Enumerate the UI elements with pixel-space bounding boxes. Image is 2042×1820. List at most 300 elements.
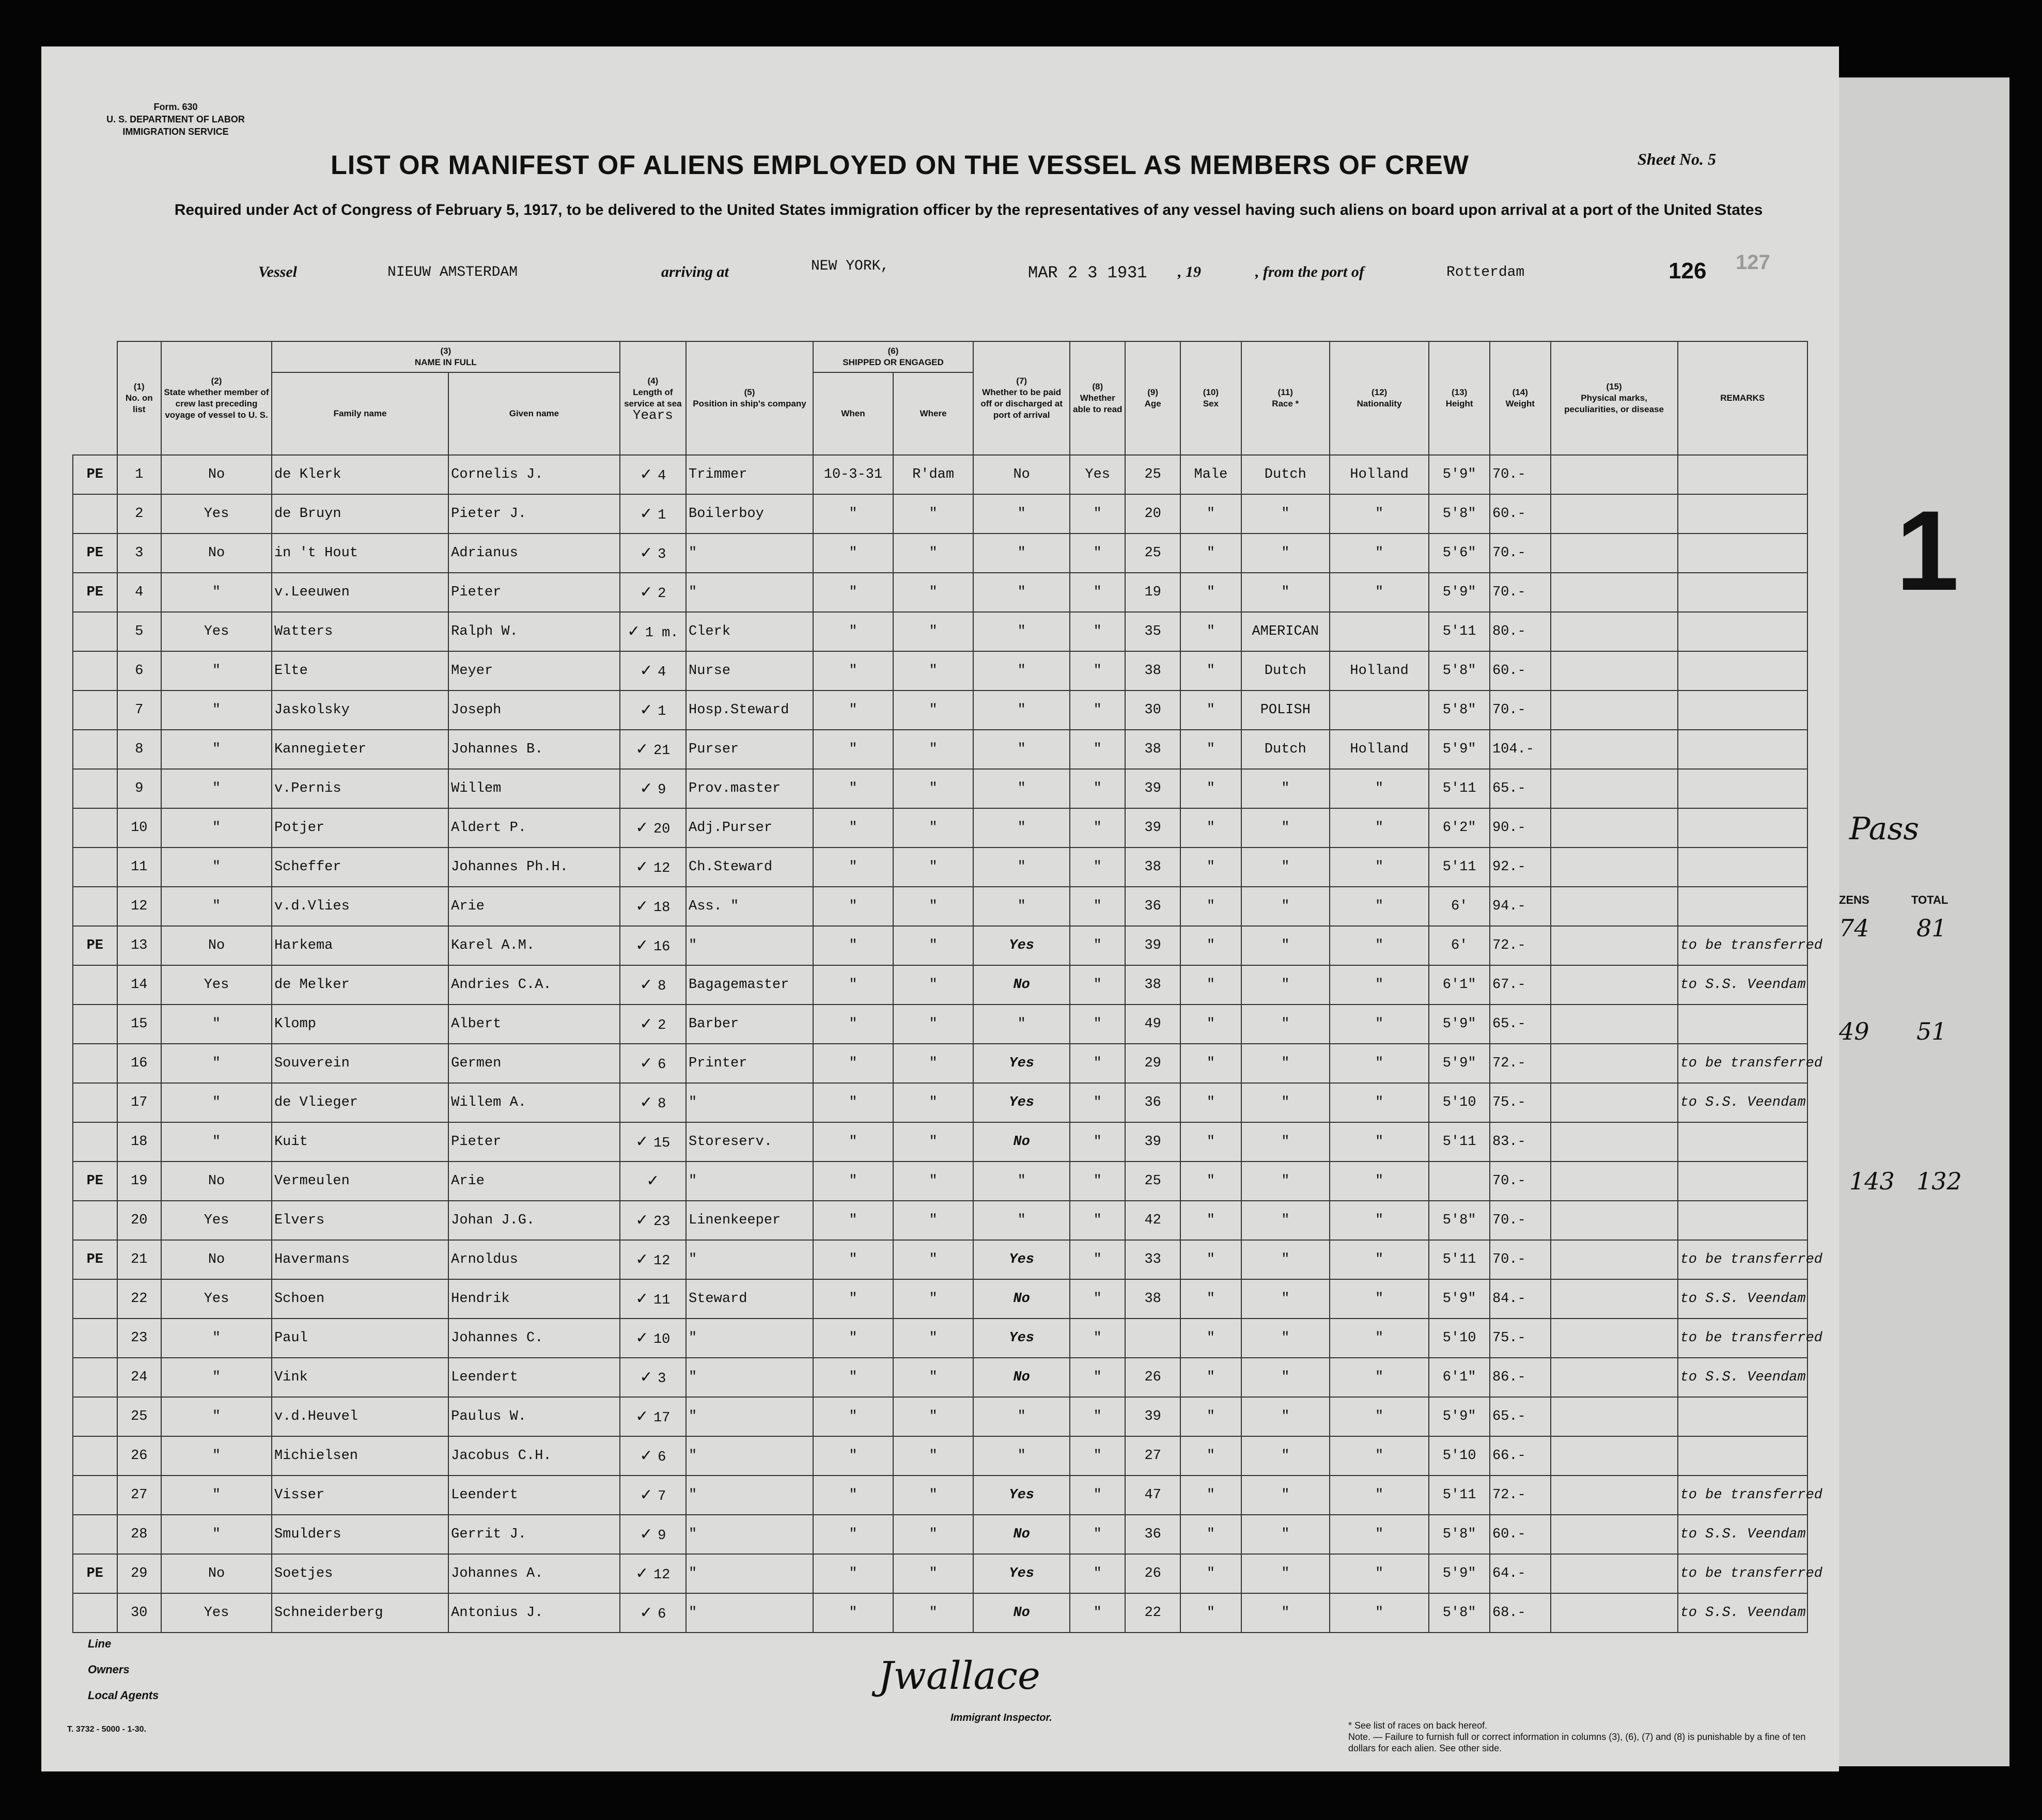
row-race: Dutch [1241,651,1330,691]
row-number: 3 [117,534,162,573]
row-service-years-value: 3 [658,1371,666,1387]
row-paid-off: No [973,1593,1070,1633]
check-mark-icon: ✓ [640,1447,658,1465]
row-position: Bagagemaster [686,965,813,1005]
sheet-label: Sheet No. [1638,150,1704,168]
row-able-to-read: " [1070,651,1125,691]
row-height: 5'10 [1429,1436,1490,1476]
row-given-name: Karel A.M. [448,926,620,965]
row-pe-mark [73,691,117,730]
row-nationality: " [1330,1319,1429,1358]
row-able-to-read: " [1070,926,1125,965]
row-physical-marks [1551,808,1678,848]
row-number: 11 [117,848,162,887]
row-sex: " [1180,1476,1241,1515]
row-shipped-where: " [893,1240,973,1279]
row-remarks [1678,1005,1807,1044]
row-height [1429,1162,1490,1201]
row-service-years-value: 15 [653,1136,671,1151]
col-header-nationality: (12) Nationality [1330,341,1429,455]
row-physical-marks [1551,455,1678,494]
row-position: Trimmer [686,455,813,494]
row-family-name: Elte [272,651,448,691]
row-shipped-when: " [813,1397,893,1436]
row-sex: " [1180,651,1241,691]
row-physical-marks [1551,848,1678,887]
row-previous-voyage: " [161,651,272,691]
row-family-name: de Klerk [272,455,448,494]
row-nationality: " [1330,1515,1429,1554]
row-family-name: de Bruyn [272,494,448,534]
row-service-years-value: 12 [653,1253,671,1269]
row-weight: 86.- [1490,1358,1551,1397]
row-physical-marks [1551,769,1678,808]
row-weight: 70.- [1490,691,1551,730]
check-mark-icon: ✓ [640,1054,658,1072]
row-height: 5'6" [1429,534,1490,573]
row-shipped-when: " [813,1515,893,1554]
row-remarks [1678,1397,1807,1436]
row-pe-mark [73,1319,117,1358]
row-service-years-value: 6 [658,1450,666,1465]
row-position: " [686,1240,813,1279]
row-race: " [1241,1162,1330,1201]
row-position: Steward [686,1279,813,1319]
row-able-to-read: " [1070,534,1125,573]
col-header-name: (3) NAME IN FULL [272,341,620,372]
row-height: 5'11 [1429,848,1490,887]
row-position: Printer [686,1044,813,1083]
row-service-years [620,612,686,651]
row-sex: " [1180,1515,1241,1554]
row-height: 6' [1429,926,1490,965]
year-label: , 19 [1178,263,1201,280]
row-sex: " [1180,573,1241,612]
arrival-date: MAR 2 3 1931 [1028,263,1147,283]
row-given-name: Pieter [448,573,620,612]
row-nationality: " [1330,1240,1429,1279]
row-previous-voyage: " [161,1319,272,1358]
row-position: " [686,534,813,573]
margin-citizens: ZENS [1839,893,1869,906]
row-race: " [1241,1515,1330,1554]
row-family-name: in 't Hout [272,534,448,573]
row-age: 39 [1125,1397,1180,1436]
row-previous-voyage: Yes [161,1279,272,1319]
table-row [73,848,1807,887]
row-position: Nurse [686,651,813,691]
row-family-name: Souverein [272,1044,448,1083]
row-age: 22 [1125,1593,1180,1633]
row-pe-mark [73,730,117,769]
arrival-port: NEW YORK, [811,258,890,274]
row-able-to-read: Yes [1070,455,1125,494]
row-physical-marks [1551,1554,1678,1593]
row-previous-voyage: " [161,1515,272,1554]
row-age: 25 [1125,455,1180,494]
row-pe-mark [73,1044,117,1083]
row-shipped-where: " [893,887,973,926]
row-race: " [1241,848,1330,887]
row-physical-marks [1551,1083,1678,1122]
margin-num: 49 [1839,1017,1869,1045]
row-able-to-read: " [1070,612,1125,651]
row-paid-off: No [973,455,1070,494]
row-physical-marks [1551,1279,1678,1319]
row-nationality [1330,612,1429,651]
row-shipped-where: " [893,1201,973,1240]
row-remarks: to be transferred [1678,1554,1807,1593]
row-paid-off: " [973,651,1070,691]
row-family-name: Schoen [272,1279,448,1319]
row-shipped-where: " [893,651,973,691]
row-family-name: Vermeulen [272,1162,448,1201]
row-height: 6'1" [1429,965,1490,1005]
row-age: 26 [1125,1554,1180,1593]
row-remarks: to be transferred [1678,1319,1807,1358]
row-service-years-value: 9 [658,1528,666,1544]
row-sex: " [1180,1005,1241,1044]
row-age: 47 [1125,1476,1180,1515]
table-row [73,1515,1807,1554]
row-shipped-where: " [893,1515,973,1554]
row-remarks: to S.S. Veendam [1678,1279,1807,1319]
row-age: 39 [1125,808,1180,848]
row-nationality: " [1330,1358,1429,1397]
row-weight: 65.- [1490,1005,1551,1044]
row-nationality [1330,691,1429,730]
row-service-years [620,1436,686,1476]
row-previous-voyage: " [161,1436,272,1476]
row-physical-marks [1551,1358,1678,1397]
row-given-name: Andries C.A. [448,965,620,1005]
row-position: " [686,1358,813,1397]
row-height: 5'9" [1429,1005,1490,1044]
row-given-name: Johannes C. [448,1319,620,1358]
row-able-to-read: " [1070,1201,1125,1240]
row-previous-voyage: Yes [161,494,272,534]
row-family-name: v.Pernis [272,769,448,808]
row-remarks [1678,1122,1807,1162]
row-service-years-value: 3 [658,547,666,562]
row-given-name: Leendert [448,1358,620,1397]
row-position: " [686,926,813,965]
row-weight: 60.- [1490,1515,1551,1554]
row-height: 6'1" [1429,1358,1490,1397]
row-race: " [1241,926,1330,965]
row-number: 9 [117,769,162,808]
row-pe-mark [73,1358,117,1397]
row-physical-marks [1551,1201,1678,1240]
footer-agents-label: Local Agents [88,1689,159,1702]
row-able-to-read: " [1070,1554,1125,1593]
row-service-years [620,1397,686,1436]
row-previous-voyage: " [161,1476,272,1515]
row-sex: " [1180,730,1241,769]
row-given-name: Pieter J. [448,494,620,534]
row-service-years [620,730,686,769]
check-mark-icon: ✓ [635,740,653,758]
row-given-name: Meyer [448,651,620,691]
row-physical-marks [1551,1515,1678,1554]
check-mark-icon: ✓ [640,701,658,719]
row-shipped-where: " [893,965,973,1005]
row-age: 35 [1125,612,1180,651]
row-service-years-value: 21 [653,743,671,759]
row-previous-voyage: No [161,534,272,573]
row-pe-mark [73,1083,117,1122]
row-remarks [1678,534,1807,573]
row-family-name: Visser [272,1476,448,1515]
penalty-note: Note. — Failure to furnish full or correct information in columns (3), (6), (7) and (8) is punishable by a fine of ten dollars for each alien. See other side. [1348,1732,1806,1753]
table-row [73,455,1807,494]
department: U. S. DEPARTMENT OF LABOR [106,114,245,124]
row-given-name: Joseph [448,691,620,730]
row-family-name: Scheffer [272,848,448,887]
row-shipped-when: " [813,1044,893,1083]
row-shipped-when: " [813,1279,893,1319]
row-shipped-where: " [893,1162,973,1201]
row-given-name: Germen [448,1044,620,1083]
col-header-no: (1) No. on list [117,341,162,455]
col-header-remarks: REMARKS [1678,341,1807,455]
row-service-years [620,455,686,494]
table-row [73,1162,1807,1201]
row-given-name: Willem [448,769,620,808]
row-service-years [620,1476,686,1515]
row-height: 6'2" [1429,808,1490,848]
row-family-name: Kannegieter [272,730,448,769]
row-remarks [1678,573,1807,612]
row-nationality: " [1330,1593,1429,1633]
row-shipped-when: " [813,1319,893,1358]
row-shipped-when: " [813,1240,893,1279]
row-service-years [620,1083,686,1122]
row-previous-voyage: " [161,730,272,769]
row-remarks: to be transferred [1678,1240,1807,1279]
row-service-years [620,1593,686,1633]
row-height: 5'10 [1429,1319,1490,1358]
row-paid-off: " [973,573,1070,612]
row-remarks: to be transferred [1678,1044,1807,1083]
row-number: 1 [117,455,162,494]
row-family-name: Potjer [272,808,448,848]
row-paid-off: Yes [973,1554,1070,1593]
row-shipped-when: " [813,1201,893,1240]
row-weight: 70.- [1490,1162,1551,1201]
check-mark-icon: ✓ [640,976,658,994]
row-shipped-where: " [893,534,973,573]
table-row [73,1005,1807,1044]
row-remarks: to be transferred [1678,1476,1807,1515]
row-remarks: to S.S. Veendam [1678,1593,1807,1633]
row-shipped-where: " [893,1044,973,1083]
row-physical-marks [1551,926,1678,965]
row-age: 29 [1125,1044,1180,1083]
row-race: " [1241,1397,1330,1436]
col-header-shipped: (6) SHIPPED OR ENGAGED [813,341,973,372]
row-weight: 70.- [1490,534,1551,573]
col-header-weight: (14) Weight [1490,341,1551,455]
row-able-to-read: " [1070,1593,1125,1633]
row-previous-voyage: No [161,926,272,965]
row-family-name: Michielsen [272,1436,448,1476]
row-service-years [620,1122,686,1162]
row-weight: 72.- [1490,1476,1551,1515]
row-age: 38 [1125,965,1180,1005]
row-paid-off: No [973,1279,1070,1319]
row-paid-off: " [973,808,1070,848]
manifest-page [41,46,1839,1771]
row-weight: 68.- [1490,1593,1551,1633]
row-pe-mark [73,1279,117,1319]
table-row [73,730,1807,769]
row-sex: " [1180,691,1241,730]
row-race: " [1241,1279,1330,1319]
row-remarks: to S.S. Veendam [1678,965,1807,1005]
row-remarks [1678,455,1807,494]
row-family-name: Harkema [272,926,448,965]
row-nationality: Holland [1330,455,1429,494]
row-race: " [1241,1083,1330,1122]
row-family-name: Soetjes [272,1554,448,1593]
row-paid-off: " [973,534,1070,573]
check-mark-icon: ✓ [627,622,645,640]
row-physical-marks [1551,1476,1678,1515]
inspector-signature [878,1653,1126,1720]
check-mark-icon: ✓ [635,897,653,915]
row-number: 23 [117,1319,162,1358]
row-family-name: Paul [272,1319,448,1358]
row-service-years-value: 1 [658,704,666,719]
row-shipped-where: " [893,1083,973,1122]
table-row [73,1476,1807,1515]
row-sex: " [1180,1319,1241,1358]
col-header-given: Given name [448,372,620,455]
row-weight: 72.- [1490,1044,1551,1083]
row-previous-voyage: No [161,1162,272,1201]
row-sex: Male [1180,455,1241,494]
row-able-to-read: " [1070,1476,1125,1515]
row-sex: " [1180,1240,1241,1279]
row-pe-mark [73,1593,117,1633]
list-number: 126 [1669,258,1707,284]
row-sex: " [1180,926,1241,965]
row-number: 13 [117,926,162,965]
row-number: 12 [117,887,162,926]
check-mark-icon: ✓ [635,1211,653,1229]
row-physical-marks [1551,1436,1678,1476]
row-age: 19 [1125,573,1180,612]
row-position: " [686,1083,813,1122]
row-family-name: de Vlieger [272,1083,448,1122]
row-remarks [1678,1162,1807,1201]
row-service-years [620,769,686,808]
row-given-name: Leendert [448,1476,620,1515]
row-height: 5'11 [1429,1122,1490,1162]
row-position: Barber [686,1005,813,1044]
row-number: 7 [117,691,162,730]
row-family-name: Elvers [272,1201,448,1240]
table-row [73,1397,1807,1436]
table-row [73,1358,1807,1397]
row-position: Purser [686,730,813,769]
row-height: 5'9" [1429,1044,1490,1083]
check-mark-icon: ✓ [640,1093,658,1111]
row-given-name: Hendrik [448,1279,620,1319]
row-paid-off: No [973,1122,1070,1162]
row-race: " [1241,1593,1330,1633]
row-remarks [1678,808,1807,848]
row-weight: 90.- [1490,808,1551,848]
row-pe-mark [73,612,117,651]
row-service-years-value: 23 [653,1214,671,1230]
row-height: 5'9" [1429,1279,1490,1319]
margin-num: 143 [1849,1167,1895,1195]
row-service-years-value: 12 [653,861,671,876]
row-shipped-where: " [893,1319,973,1358]
row-given-name: Arie [448,1162,620,1201]
row-service-years [620,1044,686,1083]
row-number: 27 [117,1476,162,1515]
row-family-name: de Melker [272,965,448,1005]
row-nationality: " [1330,1044,1429,1083]
row-shipped-where: " [893,730,973,769]
row-physical-marks [1551,534,1678,573]
row-weight: 70.- [1490,455,1551,494]
row-remarks [1678,612,1807,651]
row-previous-voyage: Yes [161,1201,272,1240]
row-number: 4 [117,573,162,612]
row-service-years [620,848,686,887]
row-weight: 60.- [1490,651,1551,691]
table-row [73,534,1807,573]
row-number: 19 [117,1162,162,1201]
row-sex: " [1180,1436,1241,1476]
row-service-years [620,965,686,1005]
row-paid-off: Yes [973,926,1070,965]
row-age: 39 [1125,769,1180,808]
row-nationality: " [1330,1201,1429,1240]
row-able-to-read: " [1070,691,1125,730]
row-service-years [620,651,686,691]
check-mark-icon: ✓ [640,544,658,562]
row-family-name: Klomp [272,1005,448,1044]
row-pe-mark [73,1122,117,1162]
col-header-service: (4) Length of service at sea Years [620,341,686,455]
row-service-years-value: 10 [653,1332,671,1347]
col-header-paid: (7) Whether to be paid off or discharged at port of arrival [973,341,1070,455]
row-number: 14 [117,965,162,1005]
row-race: " [1241,1005,1330,1044]
row-height: 5'9" [1429,730,1490,769]
row-pe-mark [73,848,117,887]
row-shipped-where: " [893,1554,973,1593]
table-row [73,1319,1807,1358]
table-row [73,1044,1807,1083]
margin-pass: Pass [1849,811,1920,847]
row-service-years [620,1240,686,1279]
row-previous-voyage: " [161,1397,272,1436]
table-row [73,769,1807,808]
row-previous-voyage: " [161,1083,272,1122]
table-row [73,1122,1807,1162]
table-row [73,691,1807,730]
row-previous-voyage: " [161,1122,272,1162]
row-position: " [686,1593,813,1633]
row-height: 6' [1429,887,1490,926]
row-family-name: Schneiderberg [272,1593,448,1633]
